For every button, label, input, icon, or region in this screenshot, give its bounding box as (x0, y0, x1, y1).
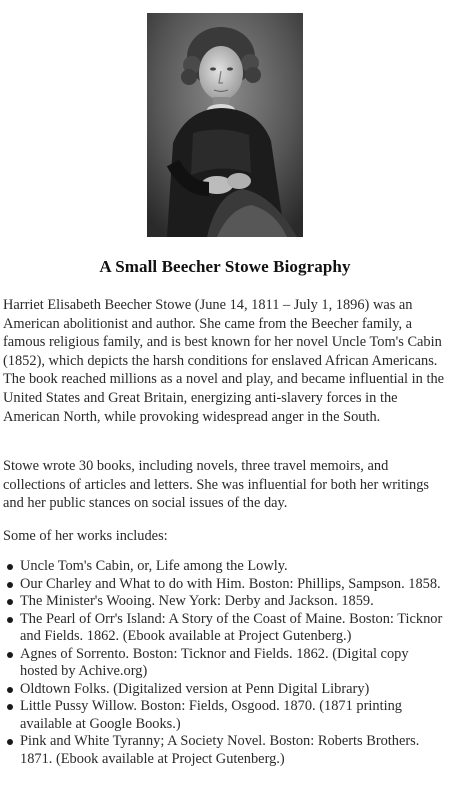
page-title: A Small Beecher Stowe Biography (99, 257, 351, 276)
list-item (3, 593, 447, 611)
bullet-icon (7, 599, 13, 605)
list-item (3, 733, 447, 768)
portrait-photo (147, 13, 303, 237)
work-title: Pink and White Tyranny; A Society Novel. Boston: Roberts Brothers. 1871. (Ebook available at Project Gutenberg.) (20, 733, 420, 767)
works-intro-paragraph: Some of her works includes: (3, 528, 168, 544)
work-title: Agnes of Sorrento. Boston: Ticknor and Fields. 1862. (Digital copy hosted by Achive.org) (20, 645, 409, 679)
bullet-icon (7, 564, 13, 570)
list-item (3, 646, 447, 681)
works-list (3, 558, 447, 768)
portrait-photo-drawing (147, 13, 303, 237)
list-item (3, 698, 447, 733)
list-item (3, 576, 447, 594)
work-title: Our Charley and What to do with Him. Boston: Phillips, Sampson. 1858. (20, 575, 441, 592)
bullet-icon (7, 687, 13, 693)
bullet-icon (7, 704, 13, 710)
bullet-icon (7, 739, 13, 745)
work-title: The Pearl of Orr's Island: A Story of the Coast of Maine. Boston: Ticknor and Fields. 1862. (Ebook available at Project Gutenberg.) (20, 610, 443, 644)
bullet-icon (7, 652, 13, 658)
work-title: Uncle Tom's Cabin, or, Life among the Lowly. (20, 558, 288, 574)
list-item (3, 681, 447, 699)
intro-paragraph: Harriet Elisabeth Beecher Stowe (June 14, 1811 – July 1, 1896) was an American abolitionist and author. She came from the Beecher family, a famous religious family, and is best known for her novel Uncle Tom's Cabin (1852), which depicts the harsh conditions for enslaved African Americans. The book reached millions as a novel and play, and became influential in the United States and Great Britain, energizing anti-slavery forces in the American North, while provoking widespread anger in the South. (3, 297, 445, 425)
list-item (3, 611, 447, 646)
works-summary-paragraph: Stowe wrote 30 books, including novels, three travel memoirs, and collections of articles and letters. She was influential for both her writings and her public stances on social issues of the day. (3, 458, 430, 512)
work-title: Little Pussy Willow. Boston: Fields, Osgood. 1870. (1871 printing available at Google Books.) (20, 698, 402, 732)
bullet-icon (7, 582, 13, 588)
work-title: Oldtown Folks. (Digitalized version at Penn Digital Library) (20, 680, 370, 697)
list-item (3, 558, 447, 576)
work-title: The Minister's Wooing. New York: Derby and Jackson. 1859. (20, 593, 374, 609)
bullet-icon (7, 617, 13, 623)
